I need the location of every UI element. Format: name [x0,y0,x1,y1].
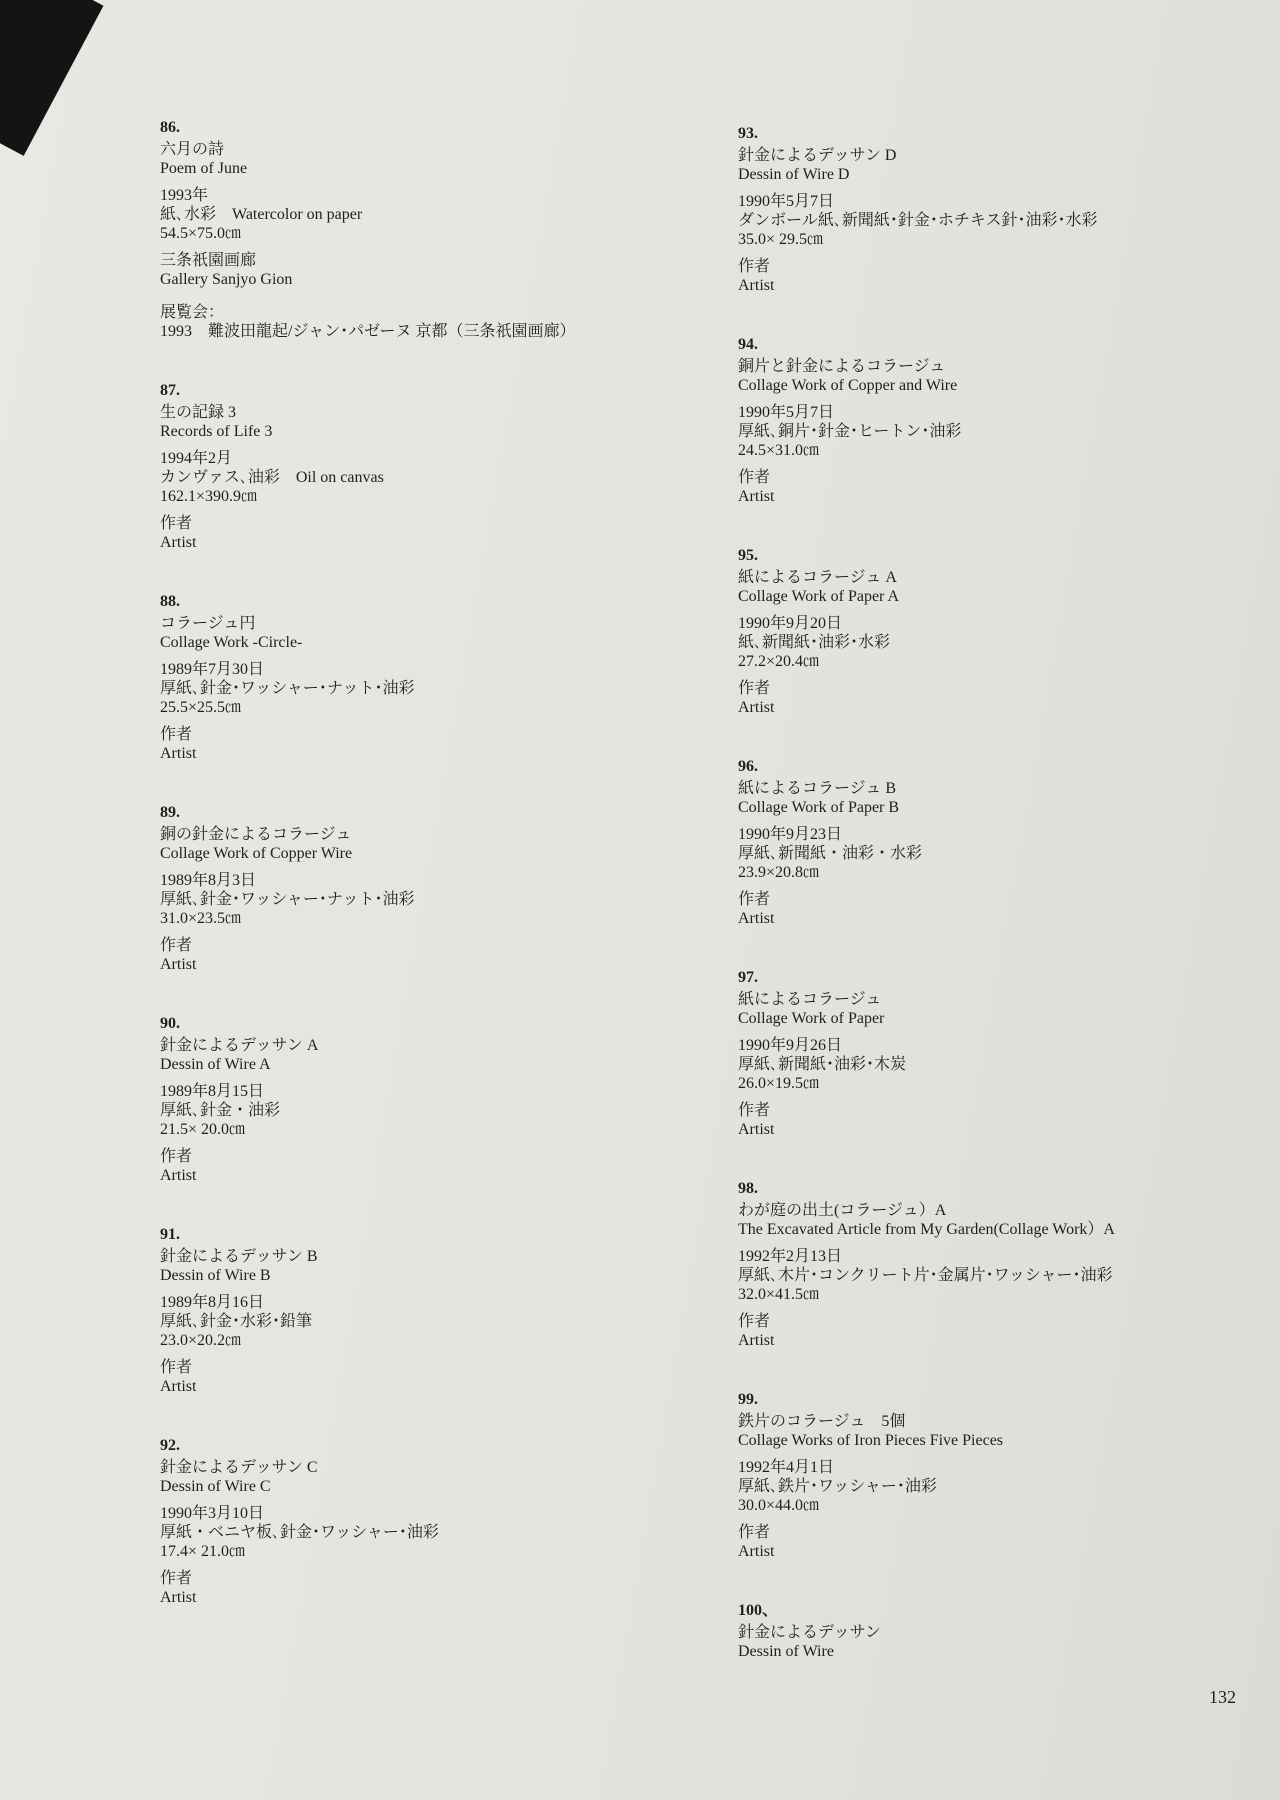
catalog-entry [738,546,1280,717]
exhibition-entry: 1993 難波田龍起/ジャン･パゼーヌ 京都（三条祇園画廊） [160,323,576,340]
details-group [738,825,1280,882]
details-group [160,1293,720,1350]
title-ja: 紙によるコラージュ A [738,569,897,586]
title-group [160,1036,720,1074]
medium: カンヴァス､油彩 Oil on canvas [160,469,384,486]
owner-ja: 作者 [160,726,193,743]
title-en: Records of Life 3 [160,423,273,440]
catalog-entry [738,1390,1280,1561]
title-ja: 紙によるコラージュ B [738,780,897,797]
owner-en: Artist [738,699,775,716]
title-group [160,1458,720,1496]
owner-en: Artist [160,1589,197,1606]
title-ja: 紙によるコラージュ [738,991,882,1008]
owner-ja: 作者 [738,1313,771,1330]
details-group [160,660,720,717]
catalog-entry [160,1436,720,1607]
dimensions: 25.5×25.5㎝ [160,699,242,716]
title-group [738,1412,1280,1450]
page-number: 132 [1209,1687,1236,1707]
owner-ja: 作者 [738,469,771,486]
title-en: Collage Work of Paper B [738,799,900,816]
title-ja: 針金によるデッサン B [160,1248,318,1265]
dimensions: 17.4× 21.0㎝ [160,1543,246,1560]
dimensions: 21.5× 20.0㎝ [160,1121,246,1138]
title-en: Collage Work of Paper A [738,588,900,605]
dimensions: 23.0×20.2㎝ [160,1332,242,1349]
details-group [160,1082,720,1139]
entry-number: 99. [738,1391,758,1408]
owner-group [160,725,720,763]
title-ja: 六月の詩 [160,141,225,158]
owner-ja: 作者 [738,680,771,697]
date: 1989年8月15日 [160,1083,265,1100]
medium: 厚紙､針金･ワッシャー･ナット･油彩 [160,891,415,908]
entry-number: 88. [160,593,180,610]
catalog-entry [738,757,1280,928]
title-ja: 針金によるデッサン [738,1624,881,1641]
entry-number: 90. [160,1015,180,1032]
title-en: Collage Work -Circle- [160,634,303,651]
owner-en: Artist [738,488,775,505]
dimensions: 32.0×41.5㎝ [738,1286,820,1303]
date: 1994年2月 [160,450,233,467]
medium: ダンボール紙､新聞紙･針金･ホチキス針･油彩･水彩 [738,212,1098,229]
owner-en: Artist [738,910,775,927]
catalog-entry [738,335,1280,506]
medium: 厚紙､銅片･針金･ヒートン･油彩 [738,423,962,440]
medium: 紙､新聞紙･油彩･水彩 [738,634,891,651]
details-group [738,1247,1280,1304]
title-group [160,403,720,441]
owner-group [738,679,1280,717]
owner-en: Artist [160,745,197,762]
owner-ja: 作者 [160,515,193,532]
title-ja: 針金によるデッサン C [160,1459,318,1476]
entry-number: 91. [160,1226,180,1243]
catalog-entry [738,124,1280,295]
details-group [738,614,1280,671]
date: 1989年7月30日 [160,661,265,678]
catalog-entry [738,1179,1280,1350]
title-en: Collage Works of Iron Pieces Five Pieces [738,1432,1004,1449]
title-en: Dessin of Wire B [160,1267,271,1284]
owner-ja: 作者 [160,1148,193,1165]
title-en: Collage Work of Copper Wire [160,845,353,862]
owner-group [738,1312,1280,1350]
dimensions: 35.0× 29.5㎝ [738,231,824,248]
title-ja: コラージュ円 [160,615,256,632]
owner-ja: 作者 [160,1570,193,1587]
medium: 厚紙､新聞紙・油彩・水彩 [738,845,923,862]
owner-en: Artist [160,1167,197,1184]
date: 1990年5月7日 [738,193,835,210]
entry-number: 92. [160,1437,180,1454]
owner-ja: 作者 [160,1359,193,1376]
owner-group [160,514,720,552]
owner-en: Artist [160,534,197,551]
exhibition-label: 展覧会： [160,304,225,321]
catalog-entry [738,1601,1280,1661]
details-group [738,1458,1280,1515]
dimensions: 162.1×390.9㎝ [160,488,258,505]
dimensions: 23.9×20.8㎝ [738,864,820,881]
owner-group [738,1101,1280,1139]
title-ja: 銅片と針金によるコラージュ [738,358,946,375]
owner-group [160,936,720,974]
owner-group [738,468,1280,506]
catalog-entry [160,592,720,763]
title-en: Dessin of Wire A [160,1056,271,1073]
title-en: Dessin of Wire [738,1643,834,1660]
title-ja: 銅の針金によるコラージュ [160,826,352,843]
title-ja: 針金によるデッサン A [160,1037,319,1054]
owner-en: Gallery Sanjyo Gion [160,271,293,288]
details-group [738,1036,1280,1093]
title-group [738,568,1280,606]
title-ja: 生の記録 3 [160,404,237,421]
date: 1990年9月26日 [738,1037,843,1054]
title-en: Collage Work of Copper and Wire [738,377,958,394]
details-group [738,192,1280,249]
date: 1990年9月23日 [738,826,843,843]
entry-number: 93. [738,125,758,142]
entry-number: 87. [160,382,180,399]
dimensions: 24.5×31.0㎝ [738,442,820,459]
title-group [160,614,720,652]
title-group [738,1201,1280,1239]
owner-ja: 作者 [160,937,193,954]
title-en: The Excavated Article from My Garden(Collage Work）A [738,1221,1115,1238]
medium: 厚紙､木片･コンクリート片･金属片･ワッシャー･油彩 [738,1267,1113,1284]
entry-number: 89. [160,804,180,821]
medium: 厚紙､針金･ワッシャー･ナット･油彩 [160,680,415,697]
exhibition-group [160,303,720,341]
title-ja: わが庭の出土(コラージュ）A [738,1202,947,1219]
title-ja: 鉄片のコラージュ 5個 [738,1413,906,1430]
date: 1992年2月13日 [738,1248,843,1265]
owner-group [738,257,1280,295]
catalog-entry [738,968,1280,1139]
title-group [738,1623,1280,1661]
owner-ja: 作者 [738,1102,771,1119]
catalog-entry [160,1225,720,1396]
details-group [160,1504,720,1561]
title-ja: 針金によるデッサン D [738,147,897,164]
entry-number: 100、 [738,1602,779,1619]
owner-en: Artist [738,1121,775,1138]
medium: 厚紙､鉄片･ワッシャー･油彩 [738,1478,937,1495]
owner-ja: 作者 [738,1524,771,1541]
owner-ja: 作者 [738,258,771,275]
date: 1989年8月3日 [160,872,257,889]
entry-number: 86. [160,119,180,136]
left-column [160,118,720,1647]
owner-ja: 作者 [738,891,771,908]
catalog-entry [160,381,720,552]
title-en: Collage Work of Paper [738,1010,885,1027]
entry-number: 96. [738,758,758,775]
dimensions: 54.5×75.0㎝ [160,225,242,242]
dimensions: 31.0×23.5㎝ [160,910,242,927]
owner-group [160,1147,720,1185]
owner-en: Artist [738,277,775,294]
owner-ja: 三条祇園画廊 [160,252,257,269]
catalog-entry [160,1014,720,1185]
owner-group [160,1358,720,1396]
dimensions: 27.2×20.4㎝ [738,653,820,670]
dimensions: 26.0×19.5㎝ [738,1075,820,1092]
title-group [738,990,1280,1028]
dimensions: 30.0×44.0㎝ [738,1497,820,1514]
date: 1990年3月10日 [160,1505,265,1522]
date: 1989年8月16日 [160,1294,265,1311]
medium: 厚紙・ベニヤ板､針金･ワッシャー･油彩 [160,1524,439,1541]
entry-number: 94. [738,336,758,353]
owner-group [160,1569,720,1607]
owner-en: Artist [738,1543,775,1560]
medium: 厚紙､針金･水彩･鉛筆 [160,1313,313,1330]
owner-group [738,890,1280,928]
owner-group [160,251,720,289]
title-group [160,1247,720,1285]
title-group [738,146,1280,184]
details-group [160,871,720,928]
date: 1992年4月1日 [738,1459,835,1476]
medium: 厚紙､針金・油彩 [160,1102,281,1119]
date: 1990年5月7日 [738,404,835,421]
catalog-entry [160,803,720,974]
details-group [160,186,720,243]
owner-en: Artist [160,1378,197,1395]
owner-group [738,1523,1280,1561]
date: 1993年 [160,187,209,204]
title-group [738,357,1280,395]
title-group [738,779,1280,817]
owner-en: Artist [738,1332,775,1349]
entry-number: 97. [738,969,758,986]
title-en: Dessin of Wire D [738,166,850,183]
right-column [738,124,1280,1701]
title-en: Poem of June [160,160,248,177]
title-group [160,825,720,863]
medium: 紙､水彩 Watercolor on paper [160,206,363,223]
entry-number: 95. [738,547,758,564]
details-group [738,403,1280,460]
title-group [160,140,720,178]
catalog-entry [160,118,720,341]
details-group [160,449,720,506]
owner-en: Artist [160,956,197,973]
entry-number: 98. [738,1180,758,1197]
medium: 厚紙､新聞紙･油彩･木炭 [738,1056,907,1073]
title-en: Dessin of Wire C [160,1478,271,1495]
date: 1990年9月20日 [738,615,843,632]
